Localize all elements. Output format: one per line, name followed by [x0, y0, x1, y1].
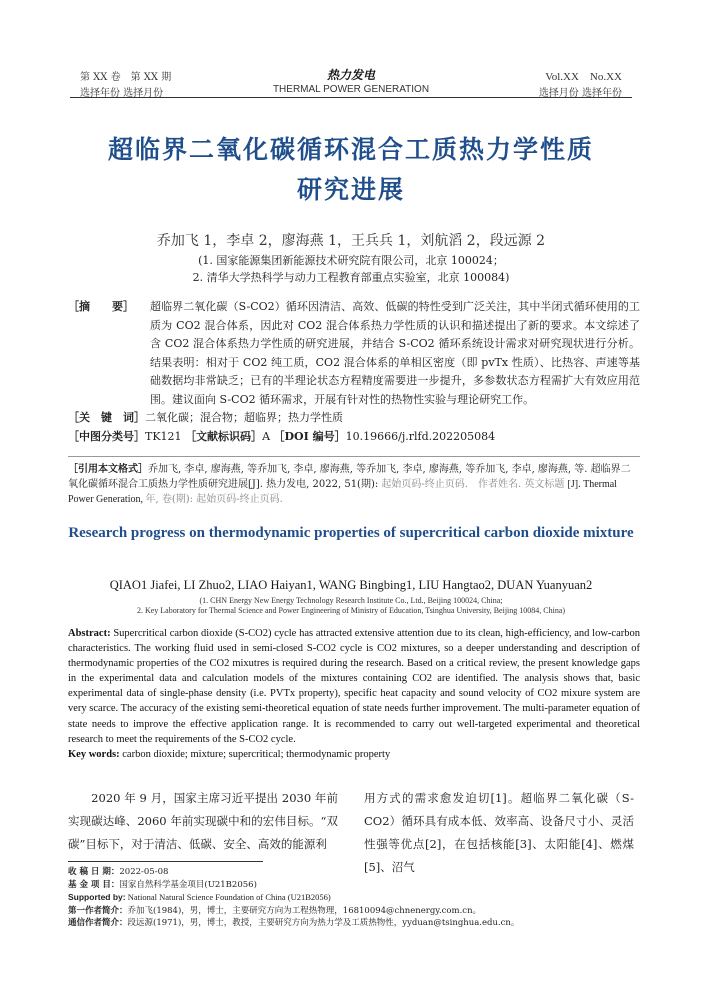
journal-name-cn: 热力发电	[326, 68, 375, 82]
received-date-label: 收 稿 日 期：	[68, 867, 120, 877]
citation-text-2: [J]. Thermal Power Generation,	[68, 479, 617, 505]
first-author-value: 乔加飞(1984)，男，博士，主要研究方向为工程热物理，16810094@chnenergy.com.cn。	[127, 905, 482, 916]
doc-label: ［文献标识码］	[185, 429, 263, 443]
doi-label: ［DOI 编号］	[273, 429, 346, 443]
year-month-right: 选择月份 选择年份	[538, 88, 622, 99]
citation-placeholder-1: 起始页码-终止页码. 作者姓名. 英文标题	[381, 479, 565, 490]
fund-value: 国家自然科学基金项目(U21B2056)	[119, 879, 257, 890]
citation	[68, 462, 640, 507]
abstract-cn-label: ［摘 要］	[68, 300, 134, 313]
citation-text: 乔加飞, 李卓, 廖海燕, 等乔加飞, 李卓, 廖海燕, 等乔加飞, 李卓, 廖海燕, 等乔加飞, 李卓, 廖海燕, 等. 超临界二氧化碳循环混合工质热力学性质研究进展[J]. 热力发电, 2022, 51(期):	[68, 464, 631, 490]
received-date: 2022-05-08	[119, 867, 169, 877]
class-label: ［中图分类号］	[68, 429, 145, 443]
corresponding-author-value: 段远源(1971)，男，博士，教授，主要研究方向为热力学及工质热物性，yyduan@tsinghua.edu.cn。	[127, 918, 520, 928]
footnote-rule	[68, 861, 263, 862]
volume-issue: 第 XX 卷 第 XX 期	[80, 72, 172, 83]
abstract-cn-text: 超临界二氧化碳（S-CO2）循环因清洁、高效、低碳的特性受到广泛关注，其中半闭式循环使用的工质为 CO2 混合体系，因此对 CO2 混合体系热力学性质的认识和描述提出了新的要求。本文综述了含 CO2 混合体系热力学性质的研究进展，并结合 S-CO2 循环系统设计需求对研究现状进行分析。结果表明：相对于 CO2 纯工质，CO2 混合体系的单相区密度（即 pvTx 性质）、比热容、声速等基础数据均非常缺乏；已有的半理论状态方程精度需要进一步提升，多参数状态方程需扩大有效应用范围。建议面向 S-CO2 循环需求，开展有针对性的热物性实验与理论研究工作。	[150, 300, 640, 406]
supported-by-label: Supported by:	[68, 892, 126, 902]
header-rule	[70, 97, 632, 98]
title-en: Research progress on thermodynamic properties of supercritical carbon dioxide mixture	[68, 525, 634, 541]
title-cn-line2: 研究进展	[296, 175, 405, 204]
abstract-cn	[68, 298, 640, 446]
body-column-left: 2020 年 9 月，国家主席习近平提出 2030 年前实现碳达峰、2060 年前实现碳中和的宏伟目标。“双碳”目标下，对于清洁、低碳、安全、高效的能源利	[68, 791, 338, 851]
first-author-label: 第一作者简介：	[68, 905, 128, 916]
citation-label: ［引用本文格式］	[68, 464, 148, 475]
doi-value: 10.19666/j.rlfd.202205084	[345, 429, 496, 443]
citation-rule	[68, 456, 640, 457]
abstract-en-text: Supercritical carbon dioxide (S-CO2) cycle has attracted extensive attention due to its clean, high-efficiency, and low-carbon characteristics. The working fluid used in semi-closed S-CO2 cycle is CO2 mixtures, so a deeper understanding and description of thermodynamic properties of the CO2 mixutres is required during the research. Based on a critical review, the present knowledge gaps in the experimental data and calculation models of the mixtures containing CO2 are identified. The analysis shows that, basic experimental data of single-phase density (i.e. PVTx property), specific heat capacity and sound velocity of CO2 mixure system are very scarce. The accuracy of the existing semi-theoretical equation of state needs further improvement. The multi-parameter equation of state needs to improve the effective application range. It is recommended to carry out well-targeted experimental and theoretical research to meet the requirements of the S-CO2 cycle.	[68, 628, 640, 745]
corresponding-author-label: 通信作者简介：	[68, 918, 128, 928]
supported-by-value: National Natural Science Foundation of China (U21B2056)	[125, 892, 331, 902]
fund-label: 基 金 项 目：	[68, 879, 120, 890]
footnotes	[68, 866, 640, 930]
keywords-en: carbon dioxide; mixture; supercritical; thermodynamic property	[119, 748, 391, 760]
year-month-left: 选择年份 选择月份	[80, 88, 164, 99]
authors-en: QIAO1 Jiafei, LI Zhuo2, LIAO Haiyan1, WANG Bingbing1, LIU Hangtao2, DUAN Yuanyuan2	[109, 578, 593, 592]
doc-value: A	[262, 429, 271, 443]
class-value: TK121	[145, 429, 182, 443]
keywords-cn-label: ［关 键 词］	[68, 411, 145, 424]
affiliation-en-2: 2. Key Laboratory for Thermal Science and Power Engineering of Ministry of Education, Tsinghua University, Beijing 10084, China)	[136, 606, 566, 615]
authors-cn: 乔加飞 1，李卓 2，廖海燕 1，王兵兵 1，刘航滔 2，段远源 2	[156, 233, 546, 249]
affiliation-cn-2: 2. 清华大学热科学与动力工程教育部重点实验室，北京 100084)	[192, 271, 510, 284]
affiliation-en-1: (1. CHN Energy New Energy Technology Research Institute Co., Ltd., Beijing 100024, China;	[199, 596, 503, 605]
keywords-en-label: Key words:	[68, 748, 120, 760]
abstract-en	[68, 626, 640, 762]
title-cn-line1: 超临界二氧化碳循环混合工质热力学性质	[107, 135, 594, 164]
body-column-right: 用方式的需求愈发迫切[1]。超临界二氧化碳（S-CO2）循环具有成本低、效率高、设备尺寸小、灵活性强等优点[2]，在包括核能[3]、太阳能[4]、燃煤[5]、沼气	[364, 791, 634, 874]
vol-no-en: Vol.XX No.XX	[545, 71, 622, 83]
abstract-en-label: Abstract:	[68, 628, 111, 639]
affiliation-cn-1: (1. 国家能源集团新能源技术研究院有限公司，北京 100024；	[198, 254, 504, 267]
journal-name-en: THERMAL POWER GENERATION	[272, 84, 430, 95]
keywords-cn: 二氧化碳；混合物；超临界；热力学性质	[145, 411, 343, 424]
citation-placeholder-2: 年, 卷(期): 起始页码-终止页码.	[145, 494, 283, 505]
